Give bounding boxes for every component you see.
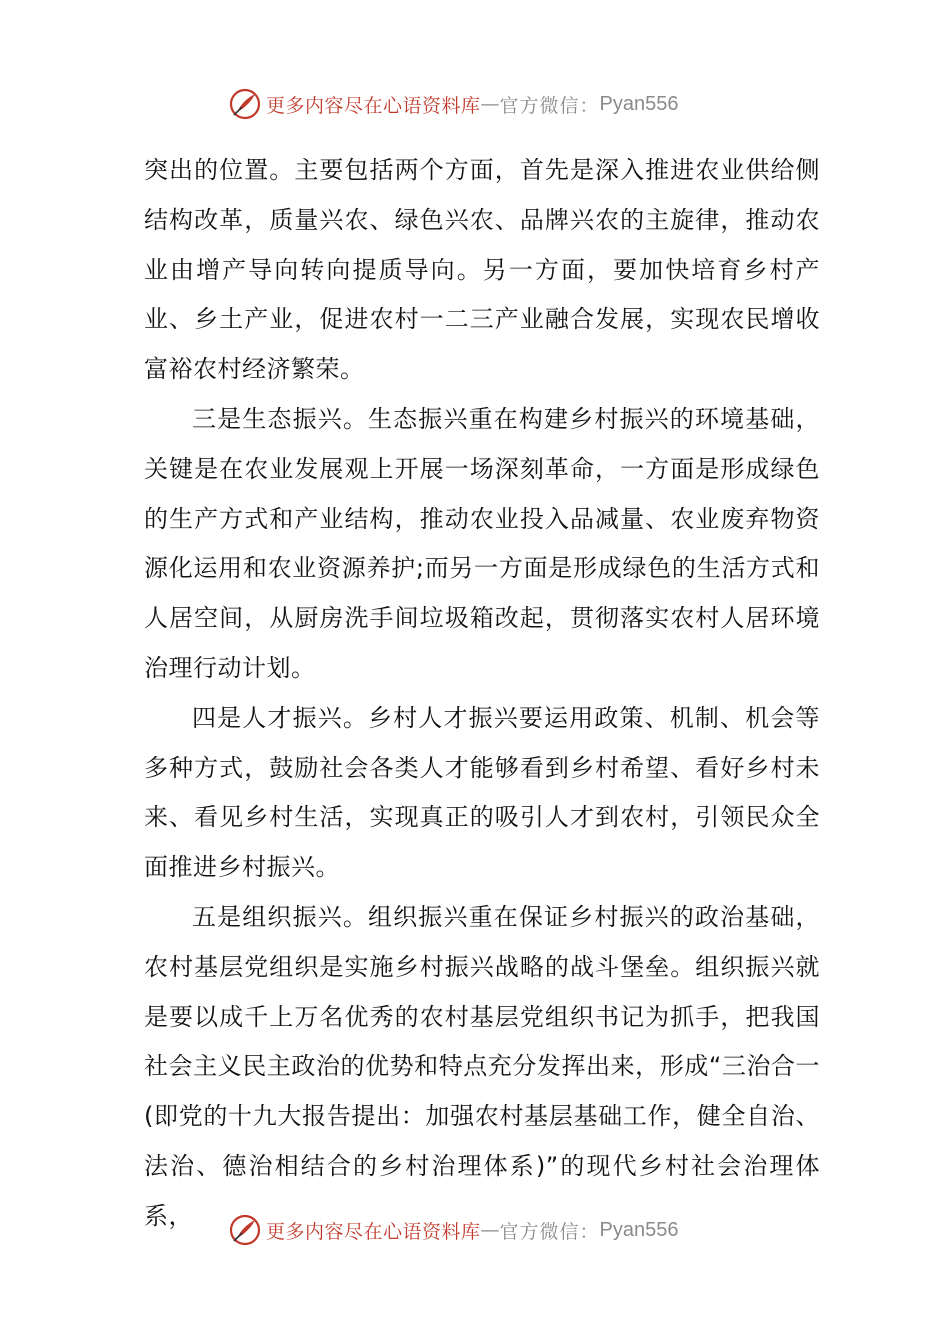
watermark-account-label: 官方微信：: [499, 94, 600, 117]
watermark-site-text: 更多内容尽在心语资料库: [266, 1220, 481, 1243]
watermark-dash: —: [480, 93, 500, 115]
paragraph-talent-revitalization: 四是人才振兴。乡村人才振兴要运用政策、机制、机会等多种方式，鼓励社会各类人才能够看到乡村希望、看好乡村未来、看见乡村生活，实现真正的吸引人才到农村，引领民众全面推进乡村振兴。: [144, 703, 820, 882]
paragraph-organizational-revitalization: 五是组织振兴。组织振兴重在保证乡村振兴的政治基础，农村基层党组织是实施乡村振兴战略的战斗堡垒。组织振兴就是要以成千上万名优秀的农村基层党组织书记为抓手，把我国社会主义民主政治的优势和特点充分发挥出来，形成“三治合一(即党的十九大报告提出：加强农村基层基础工作，健全自治、法治、德治相结合的乡村治理体系)”的现代乡村社会治理体系，: [144, 902, 820, 1230]
quill-logo-icon: [228, 1213, 262, 1247]
watermark-account-id: Pyan556: [599, 1218, 679, 1241]
watermark-account-label: 官方微信：: [499, 1220, 600, 1243]
watermark-site-text: 更多内容尽在心语资料库: [266, 94, 481, 117]
paragraph-continuation: 突出的位置。主要包括两个方面，首先是深入推进农业供给侧结构改革，质量兴农、绿色兴农、品牌兴农的主旋律，推动农业由增产导向转向提质导向。另一方面，要加快培育乡村产业、乡土产业，促进农村一二三产业融合发展，实现农民增收富裕农村经济繁荣。: [144, 156, 820, 384]
quill-logo-icon: [228, 87, 262, 121]
watermark-dash: —: [480, 1219, 500, 1241]
document-body: [144, 146, 820, 1242]
paragraph-ecological-revitalization: 三是生态振兴。生态振兴重在构建乡村振兴的环境基础，关键是在农业发展观上开展一场深刻革命，一方面是形成绿色的生产方式和产业结构，推动农业投入品减量、农业废弃物资源化运用和农业资源养护;而另一方面是形成绿色的生活方式和人居空间，从厨房洗手间垃圾箱改起，贯彻落实农村人居环境治理行动计划。: [144, 404, 820, 682]
header-watermark: [228, 86, 748, 122]
watermark-account-id: Pyan556: [599, 92, 679, 115]
footer-watermark: [228, 1212, 748, 1248]
